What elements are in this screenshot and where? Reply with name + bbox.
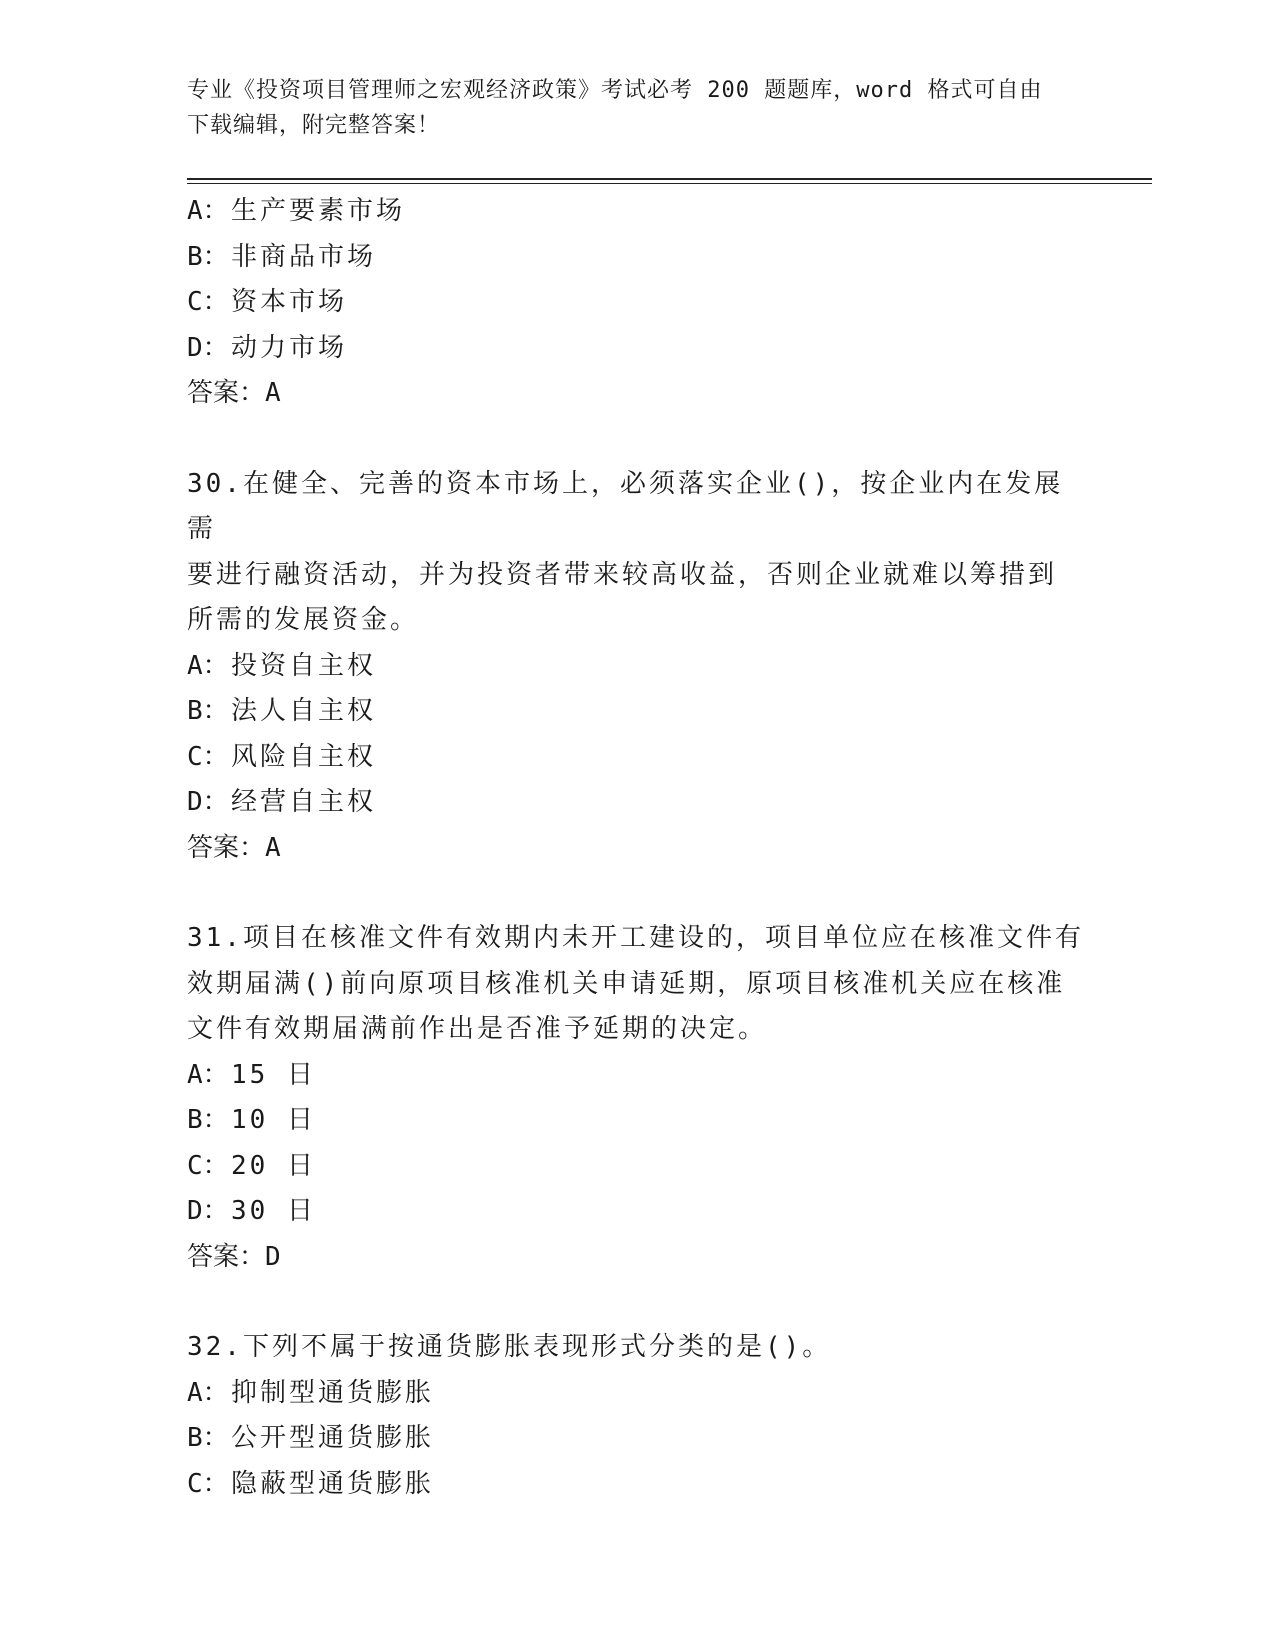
option-key: D： (187, 1196, 229, 1226)
option-text: 10 日 (231, 1105, 316, 1135)
question-block (187, 916, 1087, 1280)
option-key: A： (187, 650, 229, 681)
option-key: A： (187, 1377, 229, 1408)
option-c (187, 735, 1087, 781)
option-b (187, 235, 1087, 281)
option-text: 20 日 (231, 1150, 316, 1181)
option-text: 生产要素市场 (231, 196, 406, 226)
option-key: C： (187, 287, 229, 317)
header-divider (187, 178, 1152, 184)
option-text: 15 日 (231, 1059, 316, 1090)
option-a (187, 1371, 1087, 1417)
option-key: C： (187, 1468, 229, 1499)
question-block (187, 189, 1087, 417)
option-b (187, 689, 1087, 735)
option-c (187, 280, 1087, 326)
question-stem-line: 效期届满()前向原项目核准机关申请延期，原项目核准机关应在核准 (187, 968, 1066, 999)
question-stem-line: 要进行融资活动，并为投资者带来较高收益，否则企业就难以筹措到 (187, 559, 1058, 590)
option-key: B： (187, 696, 229, 726)
option-key: D： (187, 787, 229, 817)
option-d (187, 1189, 1087, 1235)
answer-line: 答案：D (187, 1241, 281, 1272)
document-header (187, 73, 1067, 143)
header-line-2: 下载编辑，附完整答案！ (187, 113, 441, 138)
option-text: 非商品市场 (231, 241, 377, 272)
question-block (187, 462, 1087, 872)
question-stem-line: 文件有效期届满前作出是否准予延期的决定。 (187, 1014, 768, 1044)
option-text: 公开型通货膨胀 (231, 1423, 435, 1453)
question-list (187, 189, 1087, 1507)
option-key: B： (187, 1423, 229, 1453)
option-key: A： (187, 1059, 229, 1090)
option-text: 风险自主权 (231, 741, 377, 772)
option-text: 抑制型通货膨胀 (231, 1377, 435, 1408)
option-key: B： (187, 241, 229, 272)
option-key: B： (187, 1105, 229, 1135)
option-text: 资本市场 (231, 287, 348, 317)
header-line-1: 专业《投资项目管理师之宏观经济政策》考试必考 200 题题库，word 格式可自由 (187, 78, 1043, 103)
option-text: 投资自主权 (231, 650, 377, 681)
option-key: D： (187, 332, 229, 363)
question-stem-line: 31.项目在核准文件有效期内未开工建设的，项目单位应在核准文件有 (187, 923, 1084, 953)
option-key: C： (187, 1150, 229, 1181)
option-text: 30 日 (231, 1196, 316, 1226)
question-stem-line: 30.在健全、完善的资本市场上，必须落实企业()，按企业内在发展需 (187, 468, 1064, 544)
option-text: 经营自主权 (231, 787, 377, 817)
question-stem-line: 32.下列不属于按通货膨胀表现形式分类的是()。 (187, 1332, 832, 1362)
option-a (187, 1053, 1087, 1099)
question-stem-line: 所需的发展资金。 (187, 605, 420, 635)
option-a (187, 644, 1087, 690)
option-text: 动力市场 (231, 332, 348, 363)
option-c (187, 1462, 1087, 1508)
option-d (187, 780, 1087, 826)
question-block (187, 1325, 1087, 1507)
option-b (187, 1416, 1087, 1462)
option-a (187, 189, 1087, 235)
option-key: A： (187, 196, 229, 226)
option-key: C： (187, 741, 229, 772)
answer-line: 答案：A (187, 378, 281, 408)
option-b (187, 1098, 1087, 1144)
option-text: 隐蔽型通货膨胀 (231, 1468, 435, 1499)
option-c (187, 1144, 1087, 1190)
option-text: 法人自主权 (231, 696, 377, 726)
answer-line: 答案：A (187, 832, 281, 863)
option-d (187, 326, 1087, 372)
